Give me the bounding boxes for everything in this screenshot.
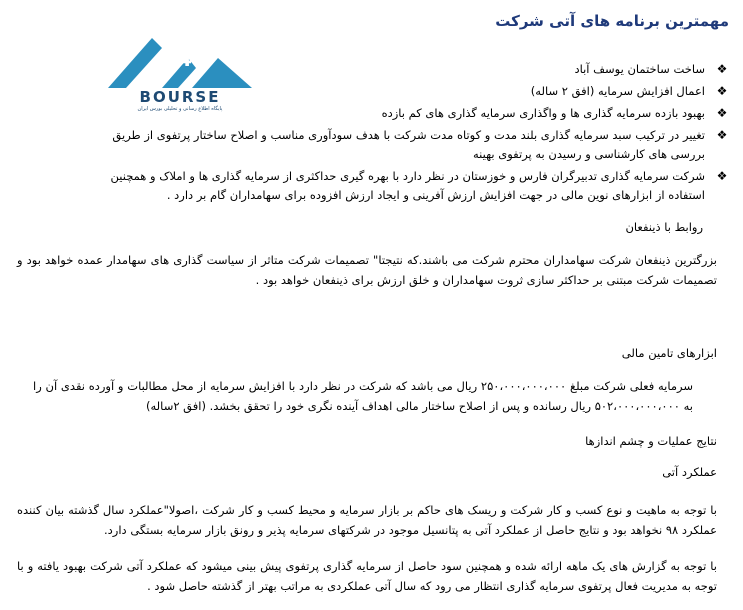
list-item-text: شرکت سرمایه گذاری تدبیرگران فارس و خوزستان در نظر دارد با بهره گیری حداکثری از سرمایه گذاری ها و املاک و همچنین استفاده از ابزارهای نوین مالی در جهت افزایش ارزش آفرینی و ایجاد ارزش افزوده برای سهامداران گام بر دارد . xyxy=(110,169,705,202)
page-title: مهمترین برنامه های آتی شرکت xyxy=(495,12,729,30)
svg-text:BOURSE: BOURSE xyxy=(139,88,221,106)
diamond-bullet-icon: ❖ xyxy=(716,62,728,76)
list-item-text: بهبود بازده سرمایه گذاری ها و واگذاری سرمایه گذاری های کم بازده xyxy=(381,106,705,120)
diamond-bullet-icon: ❖ xyxy=(716,84,728,98)
shareholders-paragraph: بزرگترین ذینفعان شرکت سهامداران محترم شرکت می باشند.که نتیجتا" تصمیمات شرکت متاثر از سیاست گذاری های سهامدار عمده خواهد بود و تصمیمات شرکت مبتنی بر حداکثر سازی ثروت سهامداران و خلق ارزش برای ذینفعان خواهد بود . xyxy=(17,253,717,287)
outlook-heading: نتایج عملیات و چشم اندازها xyxy=(585,434,717,448)
list-item xyxy=(105,167,728,205)
svg-text:2: 2 xyxy=(160,47,174,71)
list-item-text: ساخت ساختمان یوسف آباد xyxy=(574,62,705,76)
svg-text:پایگاه اطلاع رسانی و تحلیلی بو: پایگاه اطلاع رسانی و تحلیلی بورس ایران xyxy=(137,106,223,112)
financing-heading: ابزارهای تامین مالی xyxy=(621,346,717,360)
svg-text:4: 4 xyxy=(178,47,192,71)
outlook-paragraph-2: با توجه به گزارش های یک ماهه ارائه شده و همچنین سود حاصل از سرمایه گذاری پرتفوی پیش بینی میشود که عملکرد آتی شرکت بهبود یافته و با توجه به مدیریت فعال پرتفوی سرمایه گذاری انتظار می رود که سال آتی عملکردی به مراتب بهتر از گذشته حاصل شود . xyxy=(17,559,717,593)
list-item-text: اعمال افزایش سرمایه (افق ۲ ساله) xyxy=(530,84,705,98)
list-item-text: تغییر در ترکیب سبد سرمایه گذاری بلند مدت و کوتاه مدت شرکت با هدف سودآوری مناسب و اصلاح ساختار پرتفوی از طریق بررسی های کارشناسی و رسیدن به پرتفوی بهینه xyxy=(112,128,705,161)
diamond-bullet-icon: ❖ xyxy=(716,106,728,120)
outlook-paragraph-1: با توجه به ماهیت و نوع کسب و کار شرکت و ریسک های حاکم بر بازار سرمایه و محیط کسب و کار شرکت ،اصولا"عملکرد سال گذشته بیان کننده عملکرد ۹۸ نخواهد بود و نتایج حاصل از عملکرد آتی به پتانسیل موجود در شرکتهای سرمایه پذیر و رونق بازار سرمایه بستگی دارد. xyxy=(17,503,717,537)
future-performance-heading: عملکرد آتی xyxy=(662,465,717,479)
list-item xyxy=(105,126,728,164)
diamond-bullet-icon: ❖ xyxy=(716,128,728,142)
program-list xyxy=(105,60,728,208)
list-item xyxy=(105,60,728,79)
financing-paragraph: سرمایه فعلی شرکت مبلغ ۲۵۰،۰۰۰،۰۰۰،۰۰۰ ریال می باشد که شرکت در نظر دارد با افزایش سرمایه از محل مطالبات و آورده نقدی آن را به ۵۰۲،۰۰۰،۰۰۰،۰۰۰ ریال رسانده و پس از اصلاح ساختار مالی اهداف آینده نگری خود را تحقق بخشد. (افق ۲ساله) xyxy=(33,379,693,413)
shareholders-heading: روابط با ذینفعان xyxy=(625,220,703,234)
list-item xyxy=(105,82,728,101)
diamond-bullet-icon: ❖ xyxy=(716,169,728,183)
list-item xyxy=(105,104,728,123)
